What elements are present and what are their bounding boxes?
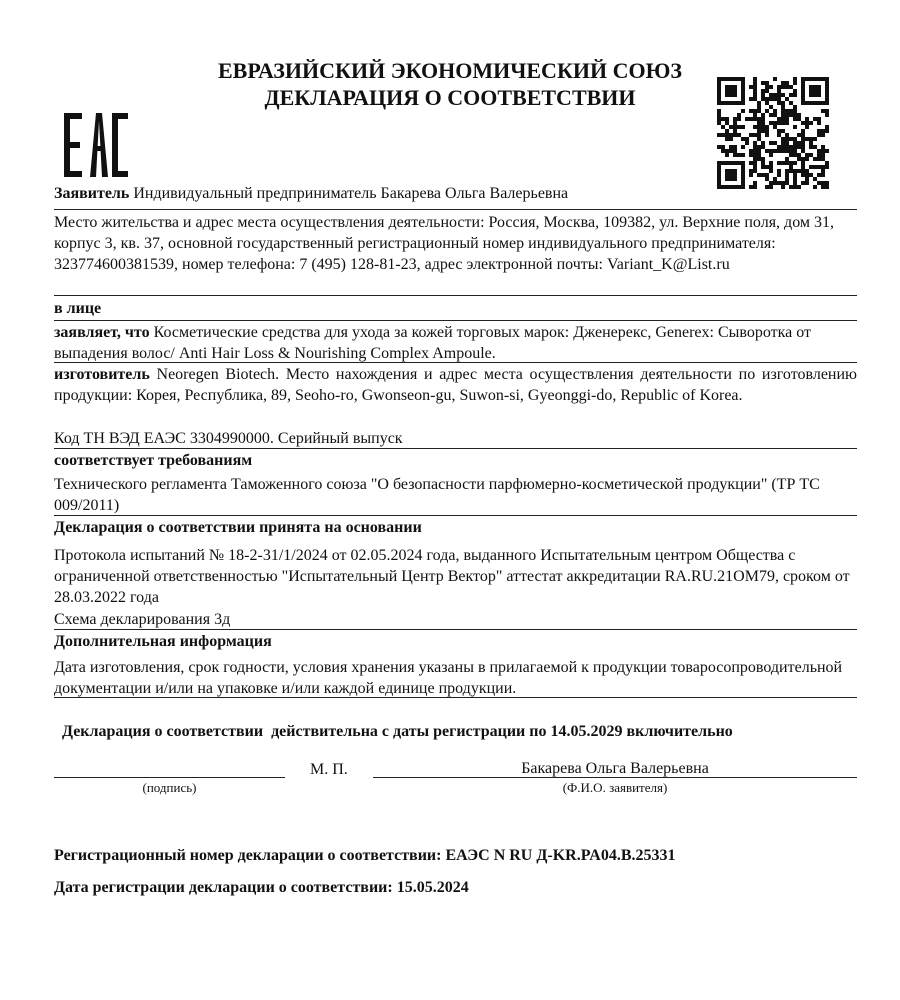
registration-number: Регистрационный номер декларации о соответствии: ЕАЭС N RU Д-KR.PA04.B.25331 [54,847,676,864]
applicant-line [54,183,857,204]
divider [54,629,857,630]
basis-label: Декларация о соответствии принята на основании [54,519,422,536]
basis-label-line [54,517,857,538]
address-text: Место жительства и адрес места осуществления деятельности: Россия, Москва, 109382, ул. Верхние поля, дом 31, корпус 3, кв. 37, основной государственный регистрационный номер индивидуального предпринимателя: 323774600381539, номер телефона: 7 (495) 128-81-23, адрес электронной почты: Variant_K@List.ru [54,214,835,273]
divider [54,448,857,449]
requirements-label: соответствует требованиям [54,452,253,469]
qr-code[interactable] [717,77,829,189]
divider [54,209,857,210]
divider [54,362,857,363]
requirements-label-line [54,450,857,471]
applicant-label: Заявитель [54,185,130,202]
union-title: ЕВРАЗИЙСКИЙ ЭКОНОМИЧЕСКИЙ СОЮЗ [217,58,683,83]
validity-text: Декларация о соответствии действительна с даты регистрации по 14.05.2029 включительно [62,723,733,740]
name-caption: (Ф.И.О. заявителя) [562,780,668,795]
applicant-name: Бакарева Ольга Валерьевна [521,760,709,777]
divider [54,697,857,698]
manufacturer-label: изготовитель [54,366,150,383]
registration-number-line [54,845,857,866]
manufacturer-line [54,364,857,406]
scheme-line: Схема декларирования 3д [54,611,231,628]
additional-label: Дополнительная информация [54,633,272,650]
divider [54,515,857,516]
declares-line [54,322,857,364]
eac-logo [62,113,130,177]
manufacturer-value: Neoregen Biotech. Место нахождения и адрес места осуществления деятельности по изготовлению продукции: Корея, Республика, 89, Seoho-ro, Gwonseon-gu, Suwon-si, Gyeonggi-do, Republic of Korea. [54,366,858,404]
signature-caption: (подпись) [142,780,197,795]
additional-label-line [54,631,857,652]
requirements-value: Технического регламента Таможенного союза "О безопасности парфюмерно-косметической продукции" (ТР ТС 009/2011) [54,476,820,514]
hs-code-line: Код ТН ВЭД ЕАЭС 3304990000. Серийный выпуск [54,430,403,447]
declares-label: заявляет, что [54,324,150,341]
basis-value: Протокола испытаний № 18-2-31/1/2024 от 02.05.2024 года, выданного Испытательным центром Общества с ограниченной ответственностью "Испытательный Центр Вектор" аттестат аккредитации RA.RU.21ОМ79, сроком от 28.03.2022 года [54,547,850,606]
represented-by-label: в лице [54,300,102,317]
divider [54,320,857,321]
divider [54,295,857,296]
applicant-value: Индивидуальный предприниматель Бакарева Ольга Валерьевна [133,185,569,202]
additional-value: Дата изготовления, срок годности, условия хранения указаны в прилагаемой к продукции товаросопроводительной документации и/или на упаковке и/или каждой единице продукции. [54,659,843,697]
stamp-label: М. П. [310,761,348,778]
declares-value: Косметические средства для ухода за кожей торговых марок: Дженерекс, Generex: Сыворотка от выпадения волос/ Anti Hair Loss & Nourishing Complex Ampoule. [54,324,812,362]
validity-line [54,700,857,742]
registration-date: Дата регистрации декларации о соответствии: 15.05.2024 [54,879,469,896]
registration-date-line [54,877,857,898]
declaration-title: ДЕКЛАРАЦИЯ О СООТВЕТСТВИИ [264,85,636,110]
represented-by-line [54,298,857,319]
signature-line [54,777,285,778]
